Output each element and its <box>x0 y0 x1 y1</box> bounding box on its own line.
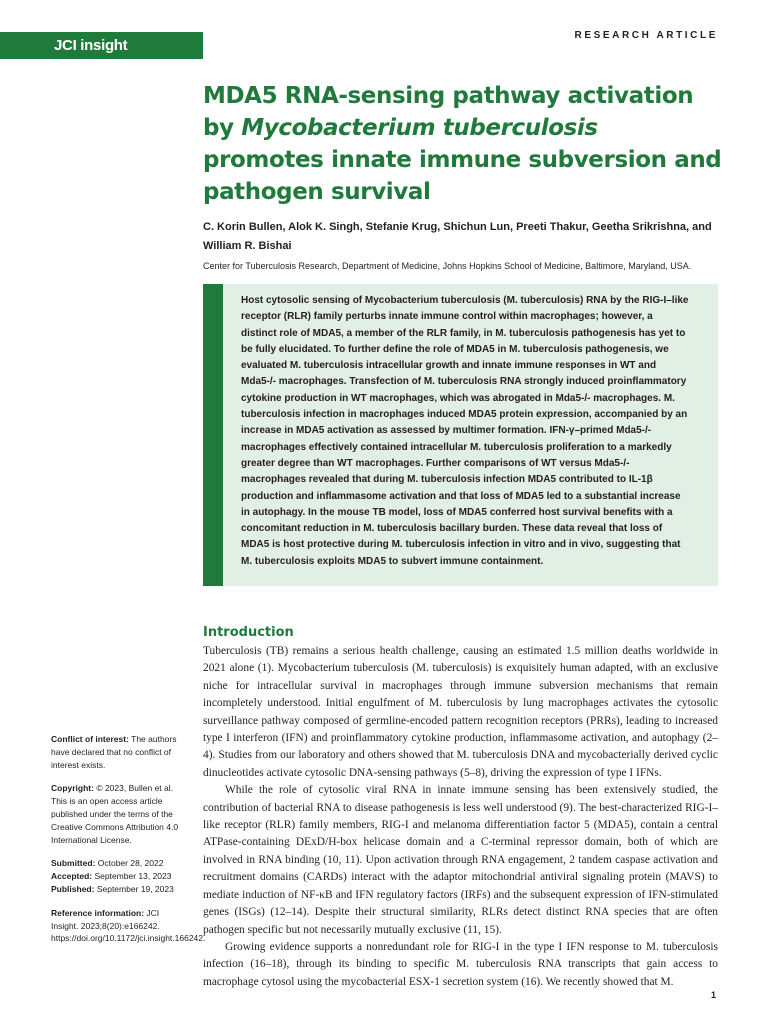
abstract-accent-bar <box>203 284 223 586</box>
reference-information: Reference information: JCI Insight. 2023;8(20):e166242. https://doi.org/10.1172/jci.insight.166242. <box>51 907 206 944</box>
copyright-notice: Copyright: © 2023, Bullen et al. This is an open access article published under the terms of the Creative Commons Attribution 4.0 International License. <box>51 783 179 845</box>
publication-dates <box>51 857 181 895</box>
author-list: C. Korin Bullen, Alok K. Singh, Stefanie Krug, Shichun Lun, Preeti Thakur, Geetha Srikrishna, and William R. Bishai <box>203 221 712 252</box>
paragraph: While the role of cytosolic viral RNA in innate immune sensing has been extensively studied, the contribution of bacterial RNA to disease pathogenesis is less well understood (9). The best-characterized RIG-I–like receptor (RLR) family members, RIG-I and melanoma differentiation factor 5 (MDA5), contain a central ATPase-containing DExD/H-box helicase domain and a C-terminal repressor domain, both of which are involved in RNA binding (10, 11). Upon activation through RNA engagement, 2 tandem caspase activation and recruitment domains (CARDs) interact with the adaptor mitochondrial antiviral signaling protein (MAVS) to mediate induction of NF-κB and IFN regulatory factors (IRFs) and the subsequent expression of IFN-stimulated genes (ISGs) (12–14). Despite their structural similarity, RLRs detect distinct RNA species that are often pathogen specific but not necessarily mutually exclusive (11, 15). <box>203 784 718 936</box>
page-number: 1 <box>710 990 716 1000</box>
paragraph: Tuberculosis (TB) remains a serious health challenge, causing an estimated 1.5 million deaths worldwide in 2021 alone (1). Mycobacterium tuberculosis (M. tuberculosis) is exquisitely human adapted, with an exclusive niche for intracellular survival in macrophages through immune subversion mechanisms that remain incompletely understood. Initial engulfment of M. tuberculosis by lung macrophages activates the cytosolic surveillance pathway composed of germline-encoded pattern recognition receptors (PRRs), leading to increased type I interferon (IFN) and proinflammatory cytokine production, inflammasome activation, and autophagy (2–4). Studies from our laboratory and others showed that M. tuberculosis DNA and mycobacterially derived cyclic dinucleotides activate cytosolic DNA-sensing pathways (5–8), driving the expression of type I IFNs. <box>203 645 718 779</box>
abstract-text: Host cytosolic sensing of Mycobacterium tuberculosis (M. tuberculosis) RNA by the RIG-I–like receptor (RLR) family perturbs innate immune control within macrophages; however, a distinct role of MDA5, a member of the RLR family, in M. tuberculosis pathogenesis has yet to be fully elucidated. To further define the role of MDA5 in M. tuberculosis pathogenesis, we evaluated M. tuberculosis intracellular growth and innate immune responses in WT and Mda5-/- macrophages. Transfection of M. tuberculosis RNA strongly induced proinflammatory cytokine production in WT macrophages, which was abrogated in Mda5-/- macrophages. M. tuberculosis infection in macrophages induced MDA5 protein expression, accompanied by an increase in MDA5 activation as assessed by multimer formation. IFN-γ–primed Mda5-/- macrophages effectively contained intracellular M. tuberculosis proliferation to a markedly greater degree than WT macrophages. Further comparisons of WT versus Mda5-/- macrophages revealed that during M. tuberculosis infection MDA5 contributed to IL-1β production and inflammasome activation and that loss of MDA5 led to a substantial increase in autophagy. In the mouse TB model, loss of MDA5 conferred host survival benefits with a concomitant reduction in M. tuberculosis bacillary burden. These data reveal that loss of MDA5 is host protective during M. tuberculosis infection in vitro and in vivo, suggesting that M. tuberculosis exploits MDA5 to subvert immune containment. <box>241 295 689 567</box>
journal-logo <box>0 32 203 59</box>
published-date: Published: September 19, 2023 <box>51 883 174 894</box>
introduction-heading: Introduction <box>203 625 294 640</box>
paragraph: Growing evidence supports a nonredundant role for RIG-I in the type I IFN response to M. tuberculosis infection (16–18), through its binding to specific M. tuberculosis RNA transcripts that gain access to macrophage cytosol using the mycobacterial ESX-1 secretion system (16). We recently showed that M. <box>203 940 718 988</box>
abstract-box <box>203 284 718 586</box>
article-type-label: RESEARCH ARTICLE <box>574 30 718 41</box>
article-sidebar <box>51 733 206 956</box>
introduction-body <box>203 643 718 991</box>
article-title: MDA5 RNA-sensing pathway activation by Mycobacterium tuberculosis promotes innate immune subversion and pathogen survival <box>203 83 722 205</box>
logo-text: JCI insight <box>54 37 128 54</box>
submitted-date: Submitted: October 28, 2022 <box>51 858 164 869</box>
conflict-of-interest: Conflict of interest: The authors have declared that no conflict of interest exists. <box>51 734 177 770</box>
affiliation: Center for Tuberculosis Research, Department of Medicine, Johns Hopkins School of Medicine, Baltimore, Maryland, USA. <box>203 261 692 271</box>
accepted-date: Accepted: September 13, 2023 <box>51 871 172 882</box>
